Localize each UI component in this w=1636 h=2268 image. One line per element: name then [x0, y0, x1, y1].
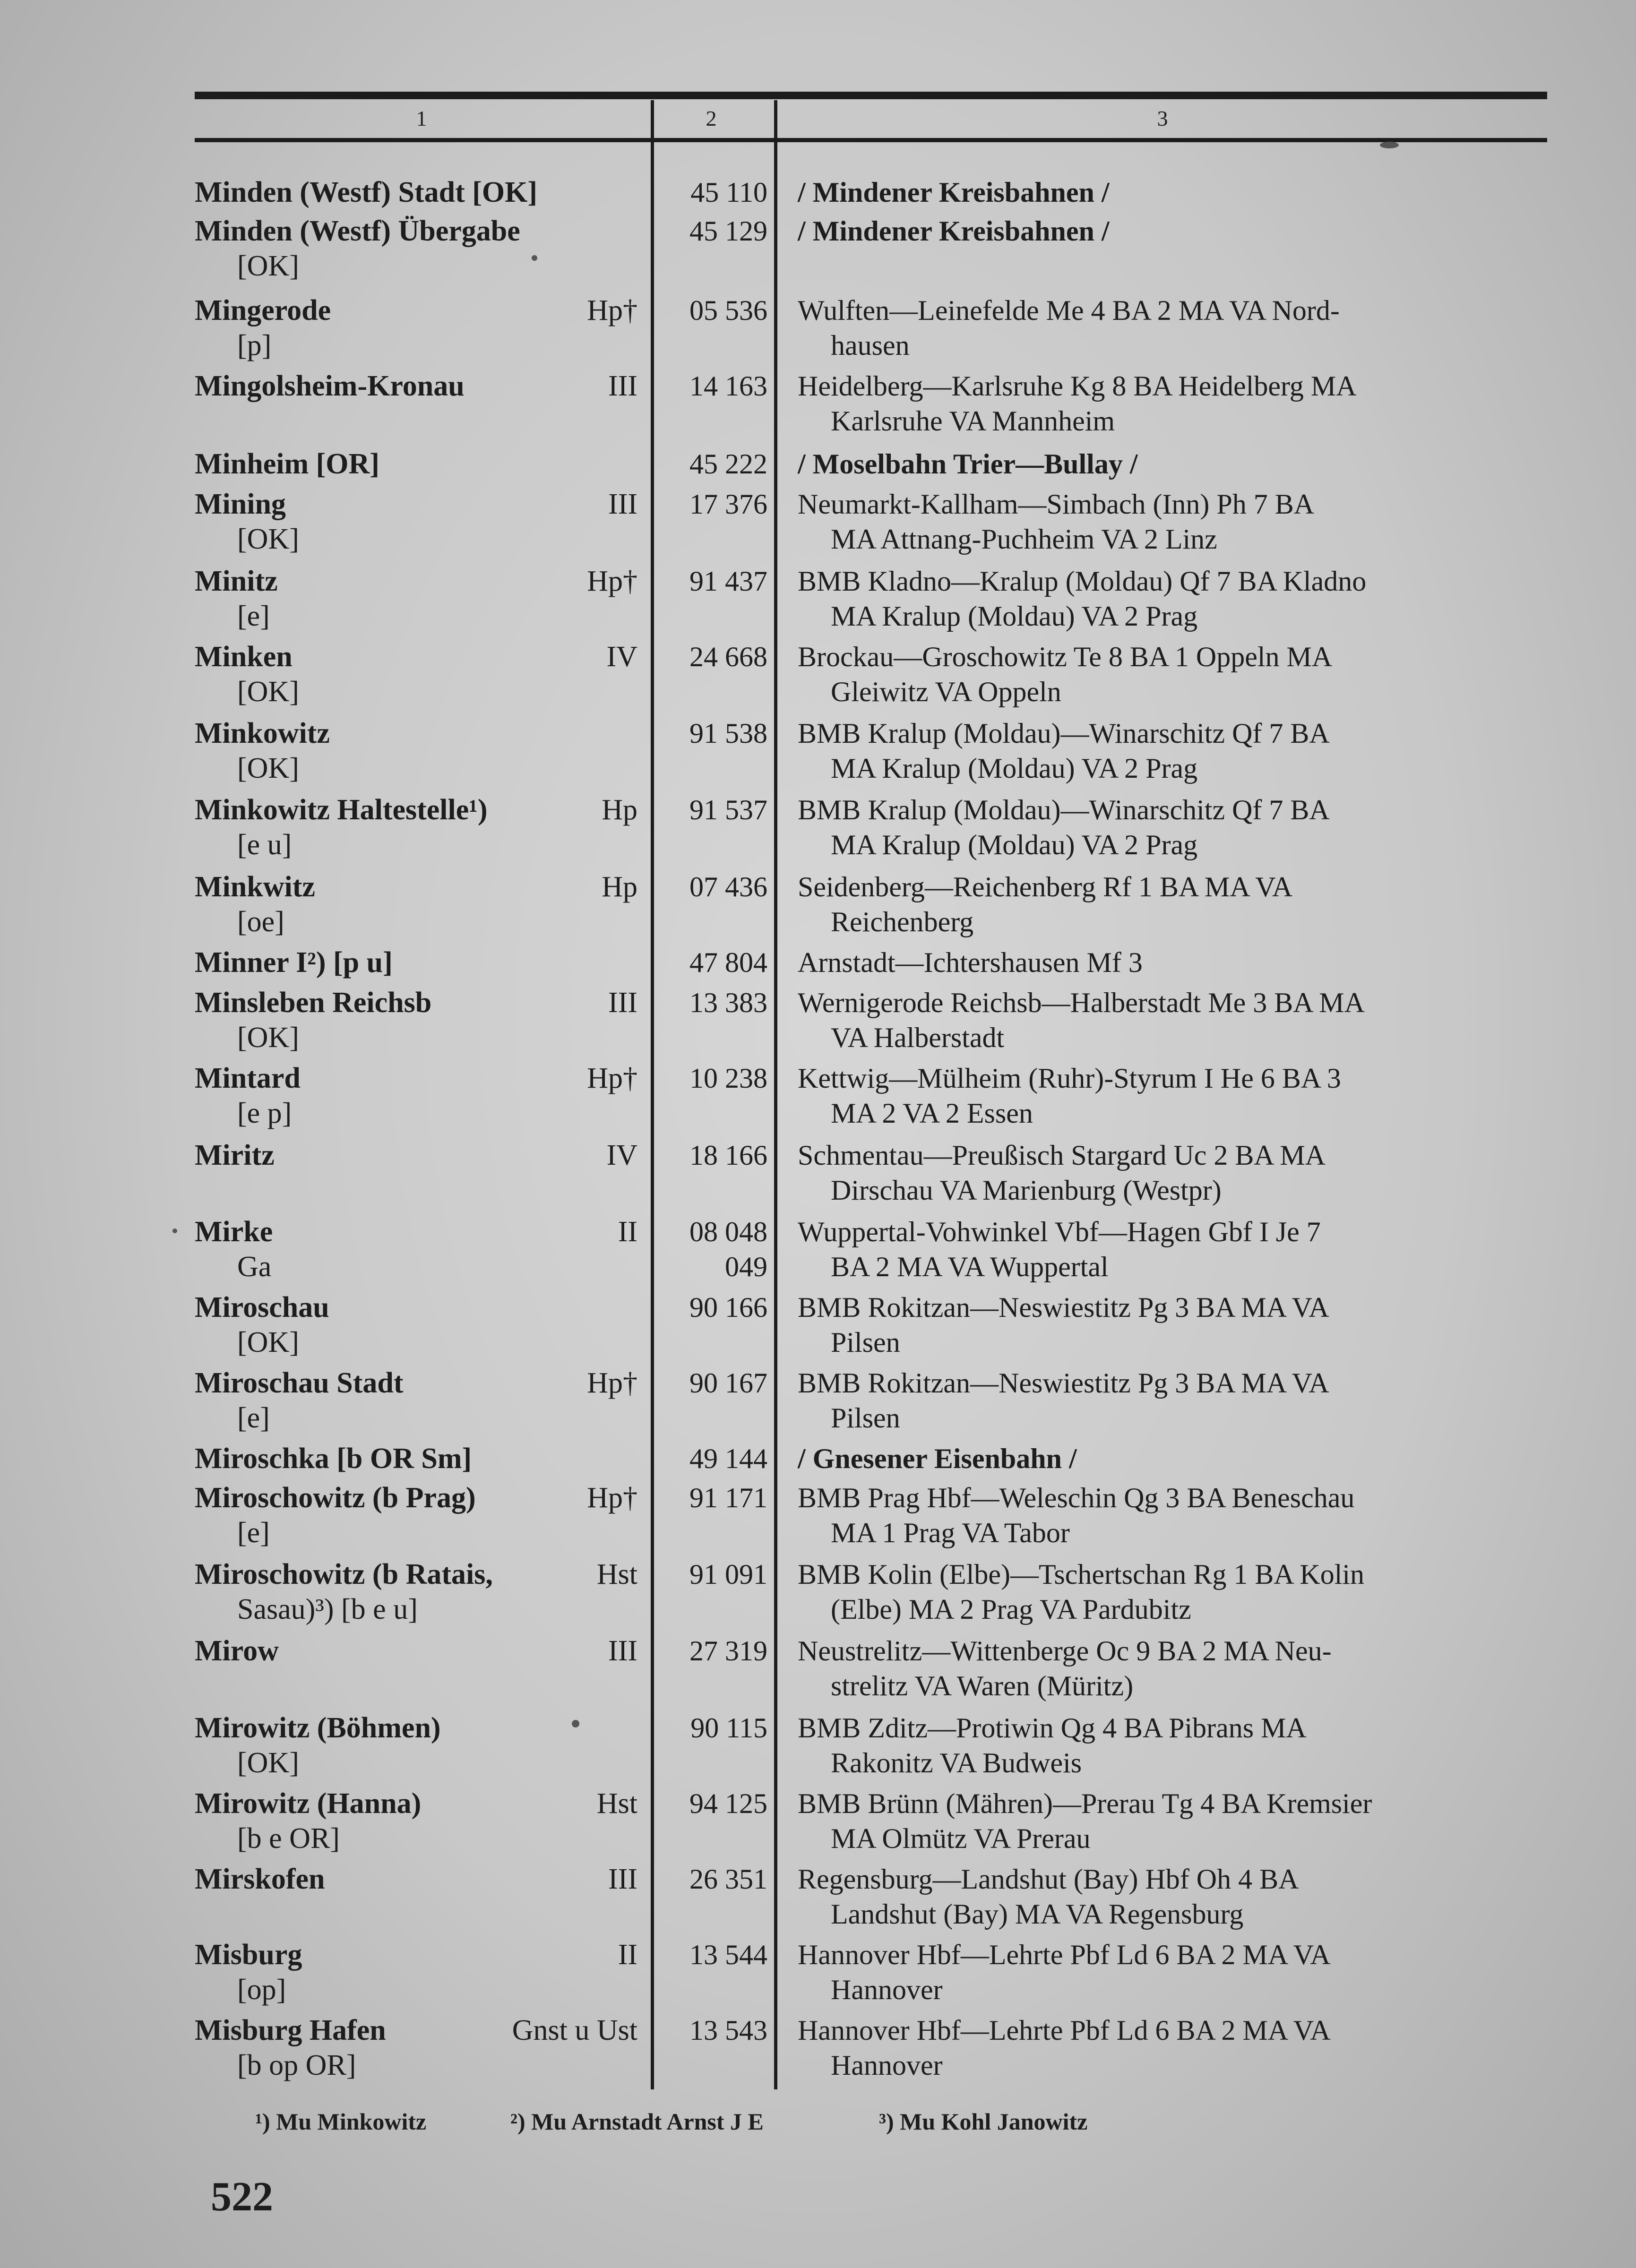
- station-name: Minden (Westf) Übergabe: [195, 215, 520, 247]
- station-code-cell: [658, 985, 767, 1020]
- route-text-continuation: Rakonitz VA Budweis: [831, 1747, 1082, 1778]
- station-code: 17 376: [689, 489, 767, 520]
- station-code-cell: [658, 293, 767, 328]
- route-text: / Mindener Kreisbahnen /: [798, 215, 1110, 247]
- station-name-cell: [195, 175, 644, 210]
- station-code-cell: [658, 1061, 767, 1096]
- station-class: IV: [606, 1139, 637, 1171]
- route-text-continuation: MA Kralup (Moldau) VA 2 Prag: [831, 601, 1198, 632]
- station-name-continuation: [e p]: [237, 1097, 292, 1129]
- route-cell: [798, 985, 1551, 1055]
- route-cell: [798, 175, 1551, 210]
- route-cell: [798, 1937, 1551, 2007]
- route-text: Wernigerode Reichsb—Halberstadt Me 3 BA MA: [798, 987, 1365, 1018]
- station-name: Mintard: [195, 1062, 301, 1094]
- route-text: BMB Kladno—Kralup (Moldau) Qf 7 BA Kladno: [798, 566, 1367, 597]
- station-code-cell: [658, 869, 767, 904]
- station-name-continuation: [e]: [237, 1517, 270, 1549]
- station-name-cell: [195, 487, 644, 557]
- route-text-continuation: Pilsen: [831, 1327, 900, 1358]
- station-name-cell: [195, 447, 644, 481]
- station-code: 26 351: [689, 1864, 767, 1895]
- station-code-cell: [658, 1480, 767, 1515]
- station-class: Hp†: [587, 1367, 637, 1399]
- column-header-3: 3: [1157, 106, 1168, 130]
- station-name: Mingolsheim-Kronau: [195, 370, 465, 402]
- station-code: 47 804: [689, 947, 767, 978]
- route-text: Kettwig—Mülheim (Ruhr)-Styrum I He 6 BA 3: [798, 1063, 1341, 1094]
- station-code-cell: [658, 1366, 767, 1400]
- station-code: 13 544: [689, 1939, 767, 1970]
- route-text: / Moselbahn Trier—Bullay /: [798, 448, 1138, 480]
- station-name-continuation: [OK]: [237, 1747, 299, 1779]
- route-cell: [798, 214, 1551, 249]
- station-name-continuation: [p]: [237, 329, 272, 361]
- station-name-cell: [195, 716, 644, 786]
- route-cell: [798, 1710, 1551, 1780]
- station-name-cell: [195, 945, 644, 980]
- route-cell: [798, 945, 1551, 980]
- station-code: 91 537: [689, 794, 767, 825]
- station-name: Mingerode: [195, 294, 331, 326]
- station-code-cell: [658, 1441, 767, 1476]
- station-code: 14 163: [689, 370, 767, 402]
- route-text: BMB Kolin (Elbe)—Tschertschan Rg 1 BA Kolin: [798, 1559, 1365, 1590]
- station-code-secondary: 049: [725, 1251, 767, 1282]
- station-name-cell: [195, 869, 644, 939]
- route-cell: [798, 1633, 1551, 1703]
- station-code: 91 437: [689, 566, 767, 597]
- route-text-continuation: BA 2 MA VA Wuppertal: [831, 1251, 1109, 1282]
- route-text: BMB Brünn (Mähren)—Prerau Tg 4 BA Kremsier: [798, 1788, 1372, 1819]
- station-code-cell: [658, 487, 767, 522]
- station-code: 18 166: [689, 1140, 767, 1171]
- station-name: Minner I²) [p u]: [195, 946, 393, 979]
- route-text: Arnstadt—Ichtershausen Mf 3: [798, 947, 1143, 978]
- route-text: Neustrelitz—Wittenberge Oc 9 BA 2 MA Neu-: [798, 1635, 1332, 1667]
- route-text: Wulften—Leinefelde Me 4 BA 2 MA VA Nord-: [798, 295, 1340, 326]
- station-name: Miritz: [195, 1139, 275, 1171]
- route-text: BMB Zditz—Protiwin Qg 4 BA Pibrans MA: [798, 1712, 1307, 1744]
- route-cell: [798, 716, 1551, 786]
- route-text-continuation: MA Kralup (Moldau) VA 2 Prag: [831, 829, 1198, 860]
- route-text-continuation: (Elbe) MA 2 Prag VA Pardubitz: [831, 1594, 1191, 1625]
- station-name: Mining: [195, 488, 286, 520]
- station-code: 91 171: [689, 1482, 767, 1513]
- route-text: Hannover Hbf—Lehrte Pbf Ld 6 BA 2 MA VA: [798, 2015, 1331, 2046]
- ink-speck: [532, 255, 537, 261]
- station-code-cell: [658, 564, 767, 599]
- station-name: Mirke: [195, 1216, 273, 1248]
- station-name-cell: [195, 1214, 644, 1284]
- route-cell: [798, 639, 1551, 709]
- route-cell: [798, 1061, 1551, 1131]
- station-code-cell: [658, 1138, 767, 1173]
- station-name: Minkwitz: [195, 871, 315, 903]
- station-name-cell: [195, 1633, 644, 1668]
- station-name-cell: [195, 1366, 644, 1435]
- station-class: Hp†: [587, 1062, 637, 1094]
- station-class: III: [608, 488, 637, 520]
- station-name-cell: [195, 1862, 644, 1897]
- ink-speck: [1380, 142, 1399, 148]
- station-name: Mirowitz (Hanna): [195, 1787, 422, 1820]
- station-class: Hp: [602, 871, 637, 903]
- route-cell: [798, 1441, 1551, 1476]
- ink-speck: [572, 1720, 579, 1727]
- page-number: 522: [211, 2174, 273, 2220]
- route-text: Seidenberg—Reichenberg Rf 1 BA MA VA: [798, 871, 1293, 902]
- route-text: Neumarkt-Kallham—Simbach (Inn) Ph 7 BA: [798, 489, 1315, 520]
- route-cell: [798, 1862, 1551, 1932]
- station-name: Misburg: [195, 1939, 302, 1971]
- station-name-cell: [195, 1480, 644, 1550]
- route-text-continuation: Hannover: [831, 1974, 943, 2005]
- station-code-cell: [658, 214, 767, 249]
- station-name-cell: [195, 1557, 644, 1627]
- station-code: 24 668: [689, 641, 767, 672]
- station-name-continuation: [op]: [237, 1974, 286, 2006]
- station-name-continuation: [OK]: [237, 250, 299, 282]
- station-name: Minsleben Reichsb: [195, 987, 432, 1019]
- station-class: II: [618, 1939, 637, 1971]
- ink-speck: [172, 1228, 177, 1233]
- route-cell: [798, 1786, 1551, 1856]
- station-code-cell: [658, 1937, 767, 1972]
- route-text-continuation: Dirschau VA Marienburg (Westpr): [831, 1175, 1222, 1206]
- route-text-continuation: Reichenberg: [831, 906, 974, 937]
- route-text-continuation: hausen: [831, 330, 910, 361]
- route-cell: [798, 869, 1551, 939]
- station-name: Miroschka [b OR Sm]: [195, 1443, 472, 1475]
- column-header-1: 1: [416, 106, 427, 130]
- station-name: Mirowitz (Böhmen): [195, 1712, 441, 1744]
- route-text: BMB Kralup (Moldau)—Winarschitz Qf 7 BA: [798, 794, 1330, 825]
- station-class: Hp: [602, 794, 637, 826]
- station-name-continuation: [e]: [237, 1402, 270, 1434]
- route-text-continuation: Pilsen: [831, 1402, 900, 1434]
- station-code: 49 144: [689, 1443, 767, 1474]
- station-code-cell: [658, 1786, 767, 1821]
- station-code: 91 538: [689, 718, 767, 749]
- route-cell: [798, 1138, 1551, 1208]
- route-text-continuation: Gleiwitz VA Oppeln: [831, 676, 1061, 707]
- station-name: Miroschau: [195, 1291, 329, 1323]
- route-text-continuation: MA Attnang-Puchheim VA 2 Linz: [831, 524, 1217, 555]
- station-name-cell: [195, 1138, 644, 1173]
- station-code-cell: [658, 1862, 767, 1897]
- station-name: Minheim [OR]: [195, 448, 379, 480]
- route-text-continuation: strelitz VA Waren (Müritz): [831, 1670, 1134, 1701]
- station-code-cell: [658, 716, 767, 751]
- route-text: Regensburg—Landshut (Bay) Hbf Oh 4 BA: [798, 1864, 1299, 1895]
- station-code-cell: [658, 1710, 767, 1745]
- station-name: Minitz: [195, 565, 278, 597]
- station-name-continuation: [e]: [237, 600, 270, 632]
- station-name: Misburg Hafen: [195, 2014, 386, 2046]
- station-code-cell: [658, 1214, 767, 1284]
- station-name-continuation: [b op OR]: [237, 2049, 356, 2081]
- route-text-continuation: Hannover: [831, 2050, 943, 2081]
- station-code: 13 383: [689, 987, 767, 1018]
- station-name-continuation: [e u]: [237, 829, 292, 861]
- route-cell: [798, 447, 1551, 481]
- footnote-3: ³) Mu Kohl Janowitz: [879, 2108, 1088, 2135]
- column-header-2: 2: [706, 106, 717, 130]
- station-code: 05 536: [689, 295, 767, 326]
- station-name-cell: [195, 985, 644, 1055]
- station-name-cell: [195, 564, 644, 634]
- station-class: Gnst u Ust: [512, 2014, 637, 2046]
- station-code: 13 543: [689, 2015, 767, 2046]
- route-text: BMB Kralup (Moldau)—Winarschitz Qf 7 BA: [798, 718, 1330, 749]
- station-code: 45 222: [689, 448, 767, 480]
- route-cell: [798, 1480, 1551, 1550]
- station-code-cell: [658, 639, 767, 674]
- station-name-continuation: [b e OR]: [237, 1822, 340, 1855]
- route-text-continuation: Karlsruhe VA Mannheim: [831, 405, 1115, 437]
- station-name-cell: [195, 293, 644, 363]
- route-text: / Mindener Kreisbahnen /: [798, 177, 1110, 208]
- station-class: II: [618, 1216, 637, 1248]
- station-code: 90 115: [690, 1712, 767, 1744]
- route-text: Wuppertal-Vohwinkel Vbf—Hagen Gbf I Je 7: [798, 1216, 1321, 1247]
- station-code-cell: [658, 1290, 767, 1325]
- station-class: III: [608, 1635, 637, 1667]
- station-class: III: [608, 1863, 637, 1895]
- station-name: Minkowitz Haltestelle¹): [195, 794, 488, 826]
- station-class: Hp†: [587, 565, 637, 597]
- station-code: 91 091: [689, 1559, 767, 1590]
- route-text: / Gnesener Eisenbahn /: [798, 1443, 1077, 1474]
- station-code-cell: [658, 792, 767, 827]
- station-name: Miroschau Stadt: [195, 1367, 404, 1399]
- station-code-cell: [658, 447, 767, 481]
- station-name-continuation: [OK]: [237, 1326, 299, 1358]
- route-cell: [798, 487, 1551, 557]
- station-name-continuation: Ga: [237, 1251, 272, 1283]
- station-code: 07 436: [689, 871, 767, 902]
- route-text: Brockau—Groschowitz Te 8 BA 1 Oppeln MA: [798, 641, 1333, 672]
- station-name-cell: [195, 1786, 644, 1856]
- station-class: Hst: [596, 1558, 637, 1590]
- station-name: Mirow: [195, 1635, 279, 1667]
- station-name-cell: [195, 369, 644, 404]
- station-code: 08 048: [689, 1216, 767, 1247]
- route-text-continuation: MA 2 VA 2 Essen: [831, 1098, 1033, 1129]
- station-name: Minkowitz: [195, 717, 330, 749]
- route-text: BMB Rokitzan—Neswiestitz Pg 3 BA MA VA: [798, 1367, 1329, 1399]
- station-class: IV: [606, 641, 637, 673]
- station-name-cell: [195, 639, 644, 709]
- station-code-cell: [658, 175, 767, 210]
- station-name-continuation: [OK]: [237, 752, 299, 784]
- station-name-continuation: [OK]: [237, 523, 299, 555]
- route-text-continuation: Landshut (Bay) MA VA Regensburg: [831, 1899, 1244, 1930]
- route-text: Schmentau—Preußisch Stargard Uc 2 BA MA: [798, 1140, 1326, 1171]
- route-cell: [798, 792, 1551, 862]
- route-cell: [798, 564, 1551, 634]
- route-cell: [798, 1366, 1551, 1435]
- route-cell: [798, 2013, 1551, 2083]
- route-cell: [798, 1557, 1551, 1627]
- route-text-continuation: MA Kralup (Moldau) VA 2 Prag: [831, 753, 1198, 784]
- station-name: Miroschowitz (b Prag): [195, 1482, 476, 1514]
- station-name-cell: [195, 1937, 644, 2007]
- station-name-cell: [195, 1061, 644, 1131]
- footnote-1: ¹) Mu Minkowitz: [255, 2108, 427, 2135]
- station-name-continuation: [oe]: [237, 906, 284, 938]
- station-class: Hst: [596, 1787, 637, 1820]
- route-text-continuation: MA 1 Prag VA Tabor: [831, 1517, 1070, 1548]
- station-code-cell: [658, 369, 767, 404]
- station-code-cell: [658, 2013, 767, 2048]
- station-code: 27 319: [689, 1635, 767, 1667]
- station-name-continuation: Sasau)³) [b e u]: [237, 1593, 418, 1625]
- station-class: Hp†: [587, 1482, 637, 1514]
- station-name: Minden (Westf) Stadt [OK]: [195, 176, 538, 208]
- route-text: Hannover Hbf—Lehrte Pbf Ld 6 BA 2 MA VA: [798, 1939, 1331, 1970]
- station-code-cell: [658, 1557, 767, 1592]
- station-name: Mirskofen: [195, 1863, 325, 1895]
- station-class: III: [608, 987, 637, 1019]
- station-name-continuation: [OK]: [237, 1022, 299, 1054]
- route-cell: [798, 1290, 1551, 1360]
- station-name: Minken: [195, 641, 293, 673]
- station-name-cell: [195, 1441, 644, 1476]
- route-text: Heidelberg—Karlsruhe Kg 8 BA Heidelberg MA: [798, 370, 1357, 402]
- station-name-cell: [195, 214, 644, 284]
- route-cell: [798, 369, 1551, 438]
- station-code: 90 167: [689, 1367, 767, 1399]
- route-text-continuation: MA Olmütz VA Prerau: [831, 1823, 1091, 1854]
- station-code: 94 125: [689, 1788, 767, 1819]
- station-code-cell: [658, 1633, 767, 1668]
- station-code: 45 129: [689, 215, 767, 247]
- station-class: III: [608, 370, 637, 402]
- station-class: Hp†: [587, 294, 637, 326]
- station-name: Miroschowitz (b Ratais,: [195, 1558, 493, 1590]
- footnote-2: ²) Mu Arnstadt Arnst J E: [510, 2108, 764, 2135]
- station-code: 90 166: [689, 1292, 767, 1323]
- station-code-cell: [658, 945, 767, 980]
- station-name-cell: [195, 1290, 644, 1360]
- route-text: BMB Prag Hbf—Weleschin Qg 3 BA Beneschau: [798, 1482, 1355, 1513]
- station-name-continuation: [OK]: [237, 676, 299, 708]
- route-text-continuation: VA Halberstadt: [831, 1022, 1005, 1053]
- station-code: 10 238: [689, 1063, 767, 1094]
- route-text: BMB Rokitzan—Neswiestitz Pg 3 BA MA VA: [798, 1292, 1329, 1323]
- route-cell: [798, 293, 1551, 363]
- station-code: 45 110: [690, 177, 767, 208]
- station-name-cell: [195, 792, 644, 862]
- route-cell: [798, 1214, 1551, 1284]
